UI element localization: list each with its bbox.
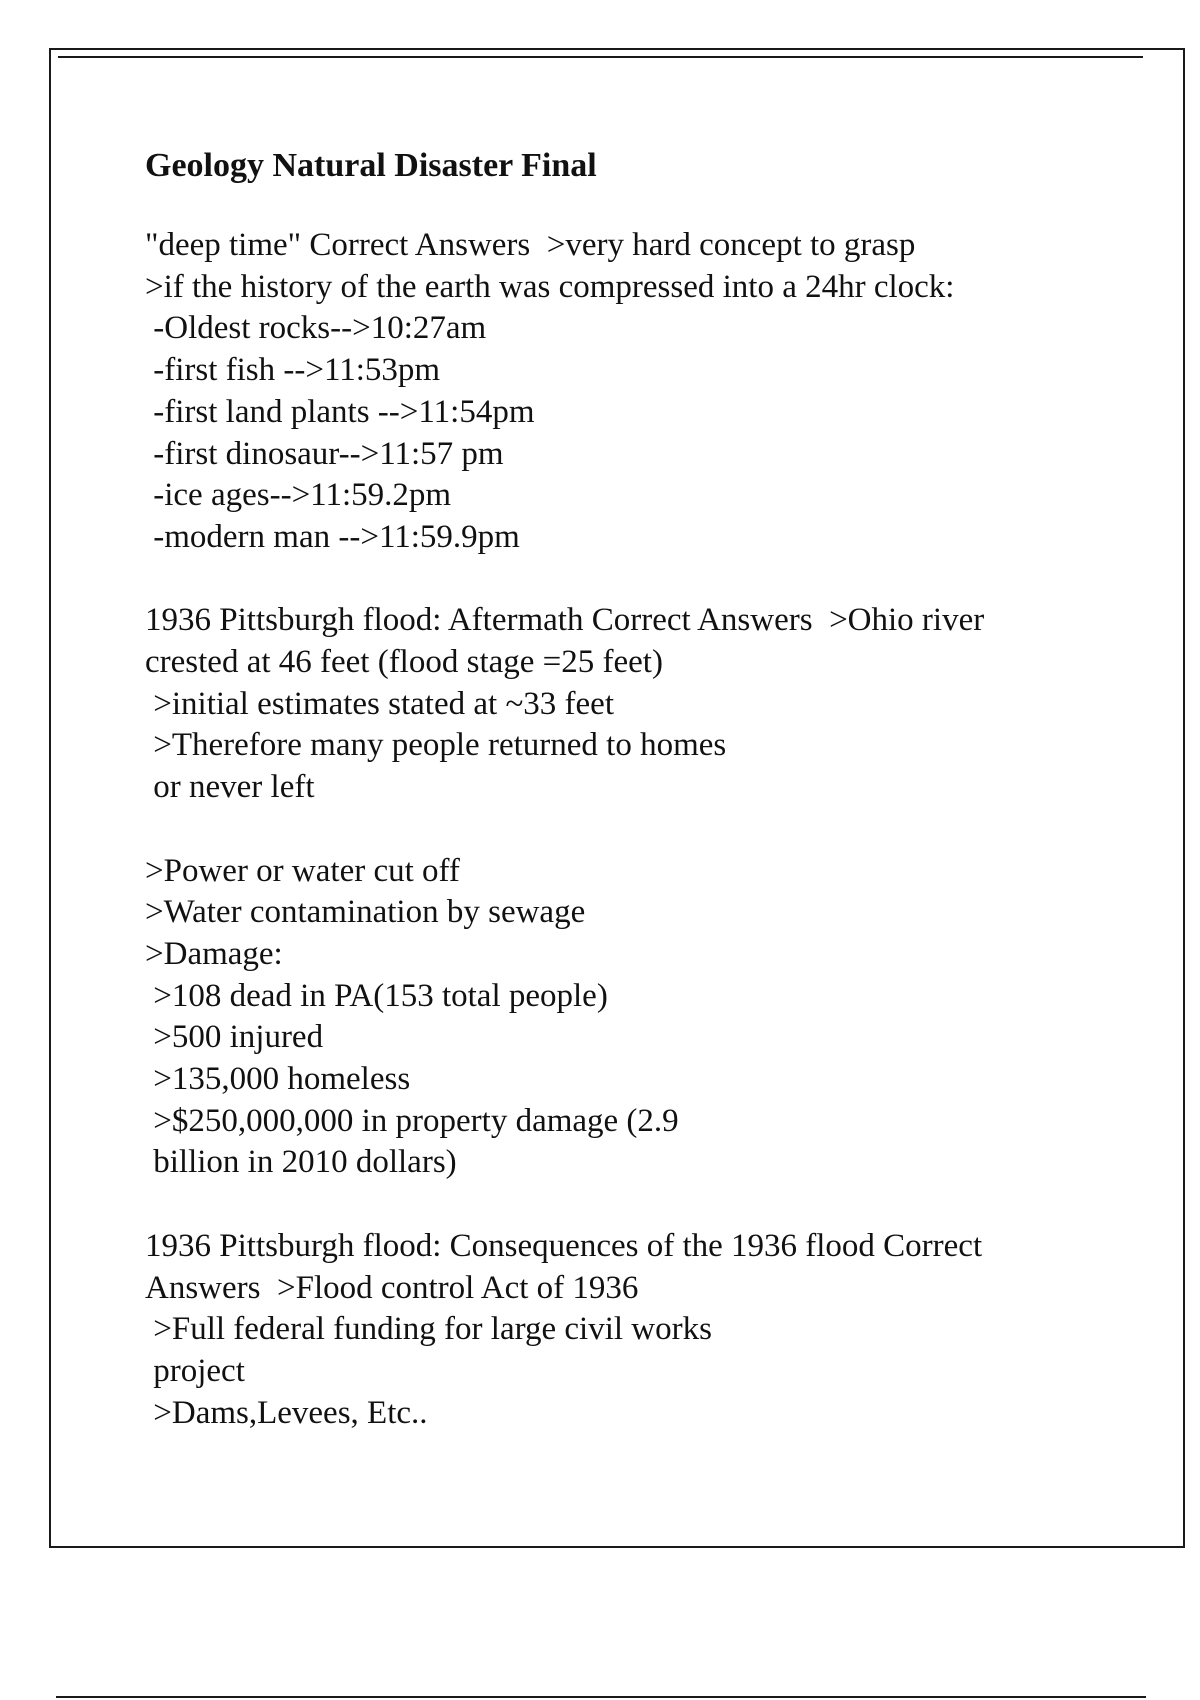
card-line: >Therefore many people returned to homes (145, 727, 727, 764)
card-line: project (145, 1352, 245, 1389)
next-page-top-rule (56, 1696, 1146, 1698)
card-line: -first dinosaur-->11:57 pm (145, 435, 504, 472)
card-line: >if the history of the earth was compressed into a 24hr clock: (145, 268, 955, 305)
card-line: -modern man -->11:59.9pm (145, 518, 520, 555)
card-line: -ice ages-->11:59.2pm (145, 477, 452, 514)
card-line: >108 dead in PA(153 total people) (145, 977, 608, 1014)
card-line: >500 injured (145, 1019, 324, 1056)
card-deep-time (145, 225, 1105, 559)
document-title: Geology Natural Disaster Final (145, 147, 597, 184)
card-line: -first land plants -->11:54pm (145, 393, 535, 430)
card-line: crested at 46 feet (flood stage =25 feet) (145, 644, 663, 681)
spacer (145, 559, 1105, 601)
card-line: >Dams,Levees, Etc.. (145, 1394, 428, 1431)
card-line: Answers >Flood control Act of 1936 (145, 1269, 639, 1306)
card-line: -Oldest rocks-->10:27am (145, 310, 487, 347)
card-line: billion in 2010 dollars) (145, 1144, 457, 1181)
card-line: -first fish -->11:53pm (145, 352, 441, 389)
card-line: >initial estimates stated at ~33 feet (145, 685, 614, 722)
card-flood-aftermath (145, 600, 1105, 1184)
card-line: >Full federal funding for large civil works (145, 1311, 712, 1348)
card-line: >135,000 homeless (145, 1061, 411, 1098)
top-rule (58, 56, 1143, 58)
spacer (145, 1184, 1105, 1226)
card-line: 1936 Pittsburgh flood: Consequences of the 1936 flood Correct (145, 1227, 983, 1264)
card-line: 1936 Pittsburgh flood: Aftermath Correct Answers >Ohio river (145, 602, 985, 639)
card-line: >Water contamination by sewage (145, 894, 586, 931)
card-line: >$250,000,000 in property damage (2.9 (145, 1102, 679, 1139)
document-content (145, 145, 1105, 1434)
card-line: "deep time" Correct Answers >very hard concept to grasp (145, 227, 916, 263)
card-line: >Damage: (145, 935, 283, 972)
card-line: >Power or water cut off (145, 852, 460, 889)
card-line: or never left (145, 769, 315, 806)
card-flood-consequences (145, 1226, 1105, 1435)
spacer (145, 809, 1105, 851)
